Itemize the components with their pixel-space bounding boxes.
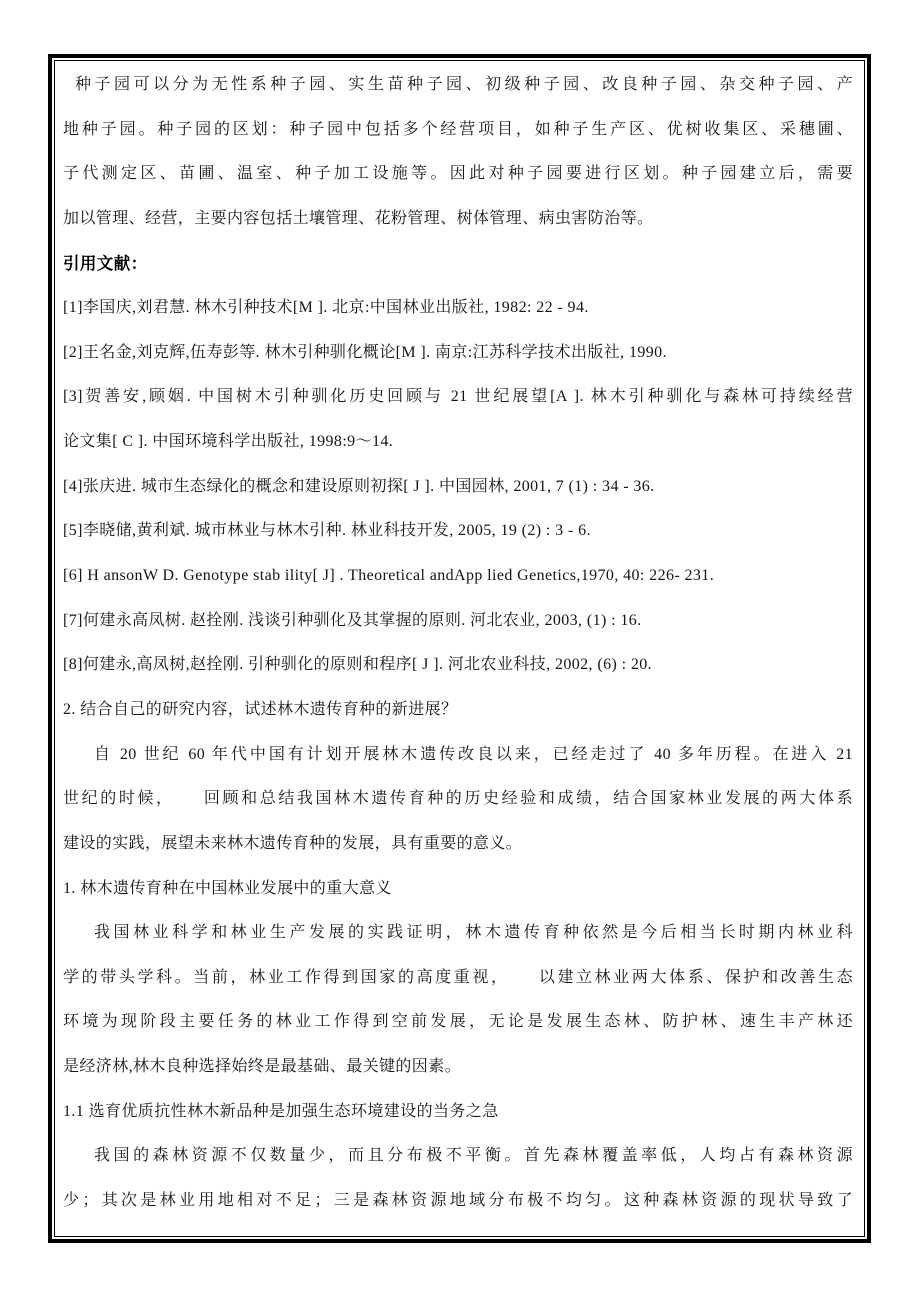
text-line-7: [2]王名金,刘克辉,伍寿彭等. 林木引种驯化概论[M ]. 南京:江苏科学技术出版社, 1990.	[63, 343, 667, 361]
text-line-12: [6] H ansonW D. Genotype stab ility[ J] . Theoretical andApp lied Genetics,1970, 40: 226- 231.	[63, 567, 715, 585]
text-line-17: 世纪的时候， 回顾和总结我国林木遗传育种的历史经验和成绩，结合国家林业发展的两大体系	[63, 790, 853, 808]
text-line-23: 是经济林,林木良种选择始终是最基础、最关键的因素。	[63, 1058, 462, 1076]
text-line-6: [1]李国庆,刘君慧. 林木引种技术[M ]. 北京:中国林业出版社, 1982: 22 - 94.	[63, 299, 589, 317]
text-line-3: 子代测定区、苗圃、温室、种子加工设施等。因此对种子园要进行区划。种子园建立后，需要	[63, 165, 853, 183]
text-line-15: 2. 结合自己的研究内容，试述林木遗传育种的新进展？	[63, 700, 458, 718]
text-line-21: 学的带头学科。当前，林业工作得到国家的高度重视， 以建立林业两大体系、保护和改善生态	[63, 968, 853, 986]
text-line-26: 少；其次是林业用地相对不足；三是森林资源地域分布极不均匀。这种森林资源的现状导致了	[63, 1192, 853, 1210]
text-line-10: [4]张庆进. 城市生态绿化的概念和建设原则初探[ J ]. 中国园林, 2001, 7 (1) : 34 - 36.	[63, 477, 655, 495]
text-line-13: [7]何建永高凤树. 赵拴刚. 浅谈引种驯化及其掌握的原则. 河北农业, 2003, (1) : 16.	[63, 611, 642, 629]
text-line-8: [3]贺善安,顾姻. 中国树木引种驯化历史回顾与 21 世纪展望[A ]. 林木引种驯化与森林可持续经营	[63, 388, 853, 406]
text-line-11: [5]李晓储,黄利斌. 城市林业与林木引种. 林业科技开发, 2005, 19 (2) : 3 - 6.	[63, 522, 591, 540]
text-line-19: 1. 林木遗传育种在中国林业发展中的重大意义	[63, 879, 392, 897]
text-line-14: [8]何建永,高凤树,赵拴刚. 引种驯化的原则和程序[ J ]. 河北农业科技, 2002, (6) : 20.	[63, 656, 653, 674]
text-line-24: 1.1 选育优质抗性林木新品种是加强生态环境建设的当务之急	[63, 1102, 499, 1120]
text-line-16: 自 20 世纪 60 年代中国有计划开展林木遗传改良以来，已经走过了 40 多年历程。在进入 21	[94, 745, 853, 763]
text-line-25: 我国的森林资源不仅数量少，而且分布极不平衡。首先森林覆盖率低，人均占有森林资源	[94, 1147, 853, 1165]
references-heading: 引用文献：	[63, 254, 148, 273]
text-line-2: 地种子园。种子园的区划：种子园中包括多个经营项目，如种子生产区、优树收集区、采穗圃、	[63, 120, 853, 138]
text-line-9: 论文集[ C ]. 中国环境科学出版社, 1998:9～14.	[63, 433, 394, 451]
text-line-18: 建设的实践，展望未来林木遗传育种的发展，具有重要的意义。	[63, 834, 523, 852]
text-line-20: 我国林业科学和林业生产发展的实践证明，林木遗传育种依然是今后相当长时期内林业科	[94, 924, 853, 942]
document-text	[63, 63, 853, 1224]
text-line-4: 加以管理、经营，主要内容包括土壤管理、花粉管理、树体管理、病虫害防治等。	[63, 209, 654, 227]
text-line-22: 环境为现阶段主要任务的林业工作得到空前发展，无论是发展生态林、防护林、速生丰产林还	[63, 1013, 853, 1031]
text-line-1: 种子园可以分为无性系种子园、实生苗种子园、初级种子园、改良种子园、杂交种子园、产	[75, 76, 853, 93]
